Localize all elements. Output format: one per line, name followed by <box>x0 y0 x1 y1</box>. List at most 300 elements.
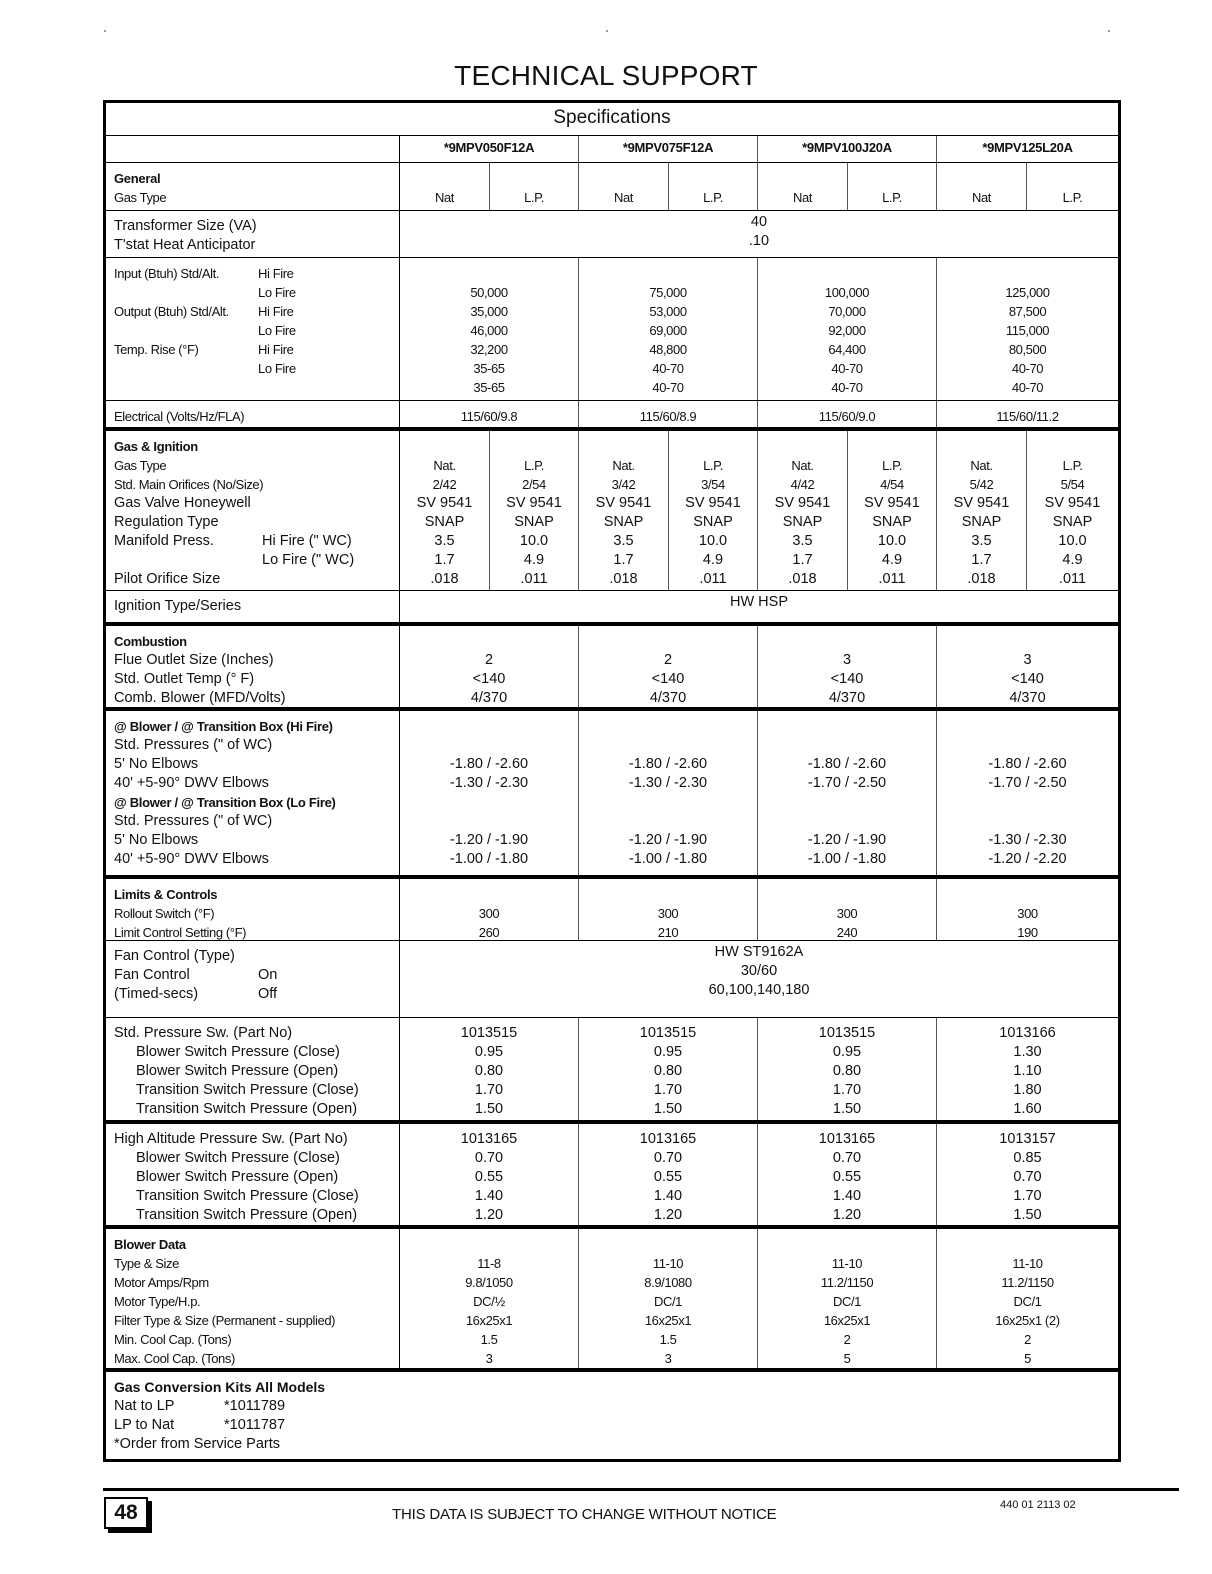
value-cell <box>400 401 579 427</box>
value: 1.80 <box>1013 1082 1042 1098</box>
value: 1.70 <box>832 1082 862 1098</box>
section-label-cell <box>106 401 400 427</box>
value: 40-70 <box>1011 361 1044 376</box>
section-label-cell <box>106 1018 400 1120</box>
value: 40-70 <box>652 380 684 395</box>
value: 125,000 <box>1005 285 1050 300</box>
label-text: Rollout Switch (°F) <box>114 906 215 921</box>
value-cell <box>579 1124 758 1225</box>
value: 87,500 <box>1008 304 1047 319</box>
value: 1.5 <box>480 1332 498 1347</box>
section-electrical <box>106 400 1118 427</box>
value: 4/370 <box>470 690 508 706</box>
value: SV 9541 <box>1044 495 1101 511</box>
section-label-cell <box>106 1124 400 1225</box>
value: 16x25x1 (2) <box>995 1313 1060 1328</box>
section-transformer <box>106 210 1118 257</box>
value: 240 <box>836 925 858 940</box>
value: 0.55 <box>474 1169 504 1185</box>
label-text: Flue Outlet Size (Inches) <box>114 652 274 668</box>
label-line <box>114 1081 399 1100</box>
label-line <box>114 302 399 321</box>
value: L.P. <box>524 190 544 205</box>
section-label-cell <box>106 879 400 940</box>
label-line <box>114 1043 399 1062</box>
model-header: *9MPV050F12A <box>400 136 579 162</box>
value: .011 <box>699 571 727 587</box>
value: 1.20 <box>474 1207 504 1223</box>
value: 0.70 <box>653 1150 683 1166</box>
label-line <box>114 1254 399 1273</box>
value <box>579 885 757 904</box>
label-text: Std. Main Orifices (No/Size) <box>114 477 264 492</box>
label-text: Fan Control (Type) <box>114 948 235 964</box>
label-text: Fan Control <box>114 967 190 983</box>
value <box>579 736 757 755</box>
value: -1.20 / -1.90 <box>807 832 887 848</box>
value: 1.50 <box>474 1101 504 1117</box>
value: 4/370 <box>649 690 687 706</box>
value: 4/370 <box>1009 690 1046 706</box>
value <box>400 793 578 812</box>
value <box>400 264 578 283</box>
header-label-cell <box>106 136 400 162</box>
value: .018 <box>430 571 459 587</box>
value: 115/60/9.0 <box>818 409 876 424</box>
value: 1.7 <box>613 552 634 568</box>
value: 1.50 <box>832 1101 862 1117</box>
value <box>400 169 489 188</box>
value: .018 <box>967 571 996 587</box>
value-cell <box>937 1018 1118 1120</box>
value <box>758 793 936 812</box>
label-text: Limits & Controls <box>114 887 218 902</box>
model-header: *9MPV100J20A <box>758 136 937 162</box>
value: 11-10 <box>652 1256 684 1271</box>
value: 40-70 <box>831 361 863 376</box>
value: DC/1 <box>832 1294 862 1309</box>
value: SNAP <box>693 514 733 530</box>
document-number: 440 01 2113 02 <box>1000 1499 1076 1511</box>
merged-value-cell <box>400 591 1118 622</box>
label-text: 40' +5-90° DWV Elbows <box>114 775 269 791</box>
section-gas-ignition <box>106 427 1118 590</box>
value: SNAP <box>961 514 1002 530</box>
section-label-cell <box>106 163 400 210</box>
value: 3 <box>842 652 852 668</box>
value: Nat <box>434 190 455 205</box>
value: 1013515 <box>460 1025 518 1041</box>
value: .018 <box>788 571 817 587</box>
value <box>937 736 1118 755</box>
value: SNAP <box>782 514 823 530</box>
value: 8.9/1080 <box>644 1275 692 1290</box>
section-label-cell <box>106 431 400 590</box>
value: 10.0 <box>698 533 728 549</box>
value: 1013165 <box>639 1131 697 1147</box>
value-cell <box>758 1018 937 1120</box>
section-label-cell <box>106 1229 400 1368</box>
label-line <box>114 632 399 651</box>
label-text: Min. Cool Cap. (Tons) <box>114 1332 232 1347</box>
value-cell <box>669 163 758 210</box>
label-line <box>114 966 399 985</box>
value: 64,400 <box>828 342 866 357</box>
value: 2 <box>663 652 673 668</box>
value: 16x25x1 <box>465 1313 513 1328</box>
label-sub-text: Hi Fire <box>258 266 294 281</box>
label-text: Gas Type <box>114 458 167 473</box>
value: 1.70 <box>653 1082 683 1098</box>
label-line <box>114 1330 399 1349</box>
label-line <box>114 1292 399 1311</box>
value: 1.20 <box>653 1207 683 1223</box>
value: 40 <box>750 214 768 230</box>
value <box>579 264 757 283</box>
value: 3.5 <box>971 533 992 549</box>
value: 2 <box>843 1332 851 1347</box>
label-text: Blower Switch Pressure (Close) <box>136 1044 340 1060</box>
section-label-cell <box>106 211 400 257</box>
value-cell <box>937 163 1027 210</box>
label-sub-text: *1011789 <box>224 1398 286 1414</box>
section-vent-pressures <box>106 707 1118 875</box>
value <box>400 736 578 755</box>
label-text: Limit Control Setting (°F) <box>114 925 247 940</box>
value: 5 <box>1024 1351 1031 1366</box>
value: L.P. <box>703 190 723 205</box>
value: 300 <box>1017 906 1038 921</box>
label-line <box>114 947 399 966</box>
label-line <box>114 1349 399 1368</box>
section-combustion <box>106 622 1118 707</box>
value: SNAP <box>424 514 465 530</box>
value-cell <box>579 879 758 940</box>
label-line <box>114 670 399 689</box>
label-text: Regulation Type <box>114 514 219 530</box>
value: 1.60 <box>1013 1101 1042 1117</box>
value: 4.9 <box>702 552 724 568</box>
value: 2 <box>484 652 494 668</box>
label-line <box>114 1435 1118 1454</box>
value <box>490 169 578 188</box>
value: 1.40 <box>832 1188 862 1204</box>
value: 1.5 <box>659 1332 677 1347</box>
value: 69,000 <box>649 323 687 338</box>
value-cell <box>400 626 579 707</box>
value: Nat. <box>970 458 993 473</box>
value: SV 9541 <box>953 495 1010 511</box>
value: -1.30 / -2.30 <box>628 775 708 791</box>
section-label-cell <box>106 258 400 400</box>
label-text: Output (Btuh) Std/Alt. <box>114 304 229 319</box>
label-line <box>114 651 399 670</box>
value-cell <box>400 163 490 210</box>
value-cell <box>400 1229 579 1368</box>
label-text: Blower Data <box>114 1237 186 1252</box>
value-cell <box>758 163 848 210</box>
value: SNAP <box>603 514 644 530</box>
label-line <box>114 736 399 755</box>
value: 210 <box>657 925 679 940</box>
value: 0.80 <box>474 1063 504 1079</box>
value <box>490 437 578 456</box>
label-line <box>114 169 399 188</box>
value: 60,100,140,180 <box>708 982 810 998</box>
label-sub-text: Lo Fire (" WC) <box>262 552 355 568</box>
value: L.P. <box>882 458 902 473</box>
value <box>937 169 1026 188</box>
label-text: T'stat Heat Anticipator <box>114 237 256 253</box>
value: 4/54 <box>880 477 904 492</box>
value: 5/54 <box>1060 477 1085 492</box>
label-line <box>114 985 399 1004</box>
label-line <box>114 1416 1118 1435</box>
label-line <box>114 475 399 494</box>
label-line <box>114 689 399 708</box>
label-line <box>114 1273 399 1292</box>
label-line <box>114 774 399 793</box>
value: 1.7 <box>971 552 992 568</box>
value: 300 <box>836 906 858 921</box>
value: 3.5 <box>792 533 813 549</box>
model-header: *9MPV075F12A <box>579 136 758 162</box>
label-text: General <box>114 171 161 186</box>
value: 0.85 <box>1013 1150 1042 1166</box>
value: 1013165 <box>460 1131 518 1147</box>
label-sub-text: Lo Fire <box>258 361 296 376</box>
value: .018 <box>609 571 638 587</box>
label-text: @ Blower / @ Transition Box (Lo Fire) <box>114 795 336 810</box>
value: 53,000 <box>649 304 687 319</box>
value: SV 9541 <box>685 495 741 511</box>
label-line <box>114 812 399 831</box>
label-line <box>114 340 399 359</box>
label-text: 40' +5-90° DWV Elbows <box>114 851 269 867</box>
value: 75,000 <box>649 285 687 300</box>
value-cell <box>758 711 937 875</box>
value: 2/42 <box>432 477 457 492</box>
value: 0.80 <box>832 1063 862 1079</box>
value: 11-10 <box>831 1256 863 1271</box>
value <box>579 169 668 188</box>
value <box>758 632 936 651</box>
value-cell <box>937 431 1027 590</box>
value-cell <box>579 431 669 590</box>
value: 16x25x1 <box>644 1313 692 1328</box>
value: 32,200 <box>470 342 508 357</box>
value <box>1027 169 1118 188</box>
value-cell <box>937 258 1118 400</box>
value: <140 <box>472 671 506 687</box>
label-line <box>114 188 399 207</box>
value-cell <box>937 626 1118 707</box>
specifications-table <box>103 100 1121 1462</box>
value-cell <box>579 258 758 400</box>
value-cell <box>937 1229 1118 1368</box>
value <box>758 264 936 283</box>
section-general <box>106 162 1118 210</box>
label-line <box>114 283 399 302</box>
value: 4/42 <box>790 477 815 492</box>
label-line <box>114 532 399 551</box>
value: 4.9 <box>1062 552 1083 568</box>
section-std-pressure-switch <box>106 1017 1118 1120</box>
value: DC/1 <box>653 1294 683 1309</box>
value: 1.7 <box>434 552 455 568</box>
label-line <box>114 904 399 923</box>
label-sub-text: *1011787 <box>224 1417 286 1433</box>
section-input-output <box>106 257 1118 400</box>
label-line <box>114 1149 399 1168</box>
value: 115/60/8.9 <box>639 409 697 424</box>
label-text: LP to Nat <box>114 1417 175 1433</box>
value: HW ST9162A <box>714 944 804 960</box>
value: .10 <box>748 233 770 249</box>
label-text: Transition Switch Pressure (Open) <box>136 1101 358 1117</box>
value: 3 <box>485 1351 493 1366</box>
label-line <box>114 551 399 570</box>
change-notice: THIS DATA IS SUBJECT TO CHANGE WITHOUT NOTICE <box>392 1506 777 1523</box>
value <box>400 632 578 651</box>
label-text: Blower Switch Pressure (Open) <box>136 1169 339 1185</box>
label-text: @ Blower / @ Transition Box (Hi Fire) <box>114 719 333 734</box>
value: 46,000 <box>470 323 508 338</box>
value: 1013165 <box>818 1131 876 1147</box>
value <box>848 437 936 456</box>
value-cell <box>400 711 579 875</box>
label-line <box>114 755 399 774</box>
value: -1.80 / -2.60 <box>628 756 708 772</box>
section-label-cell <box>106 591 400 622</box>
value: 300 <box>657 906 679 921</box>
value: SV 9541 <box>864 495 920 511</box>
label-line <box>114 1397 1118 1416</box>
value <box>937 1235 1118 1254</box>
value: 40-70 <box>831 380 863 395</box>
value-cell <box>758 879 937 940</box>
value: Nat <box>971 190 992 205</box>
value: -1.00 / -1.80 <box>449 851 529 867</box>
label-text: Gas Conversion Kits All Models <box>114 1379 326 1395</box>
value: 10.0 <box>1058 533 1087 549</box>
value <box>937 885 1118 904</box>
label-text: Blower Switch Pressure (Open) <box>136 1063 339 1079</box>
label-line <box>114 850 399 869</box>
label-text: Input (Btuh) Std/Alt. <box>114 266 220 281</box>
value: 1013515 <box>818 1025 876 1041</box>
label-text: Combustion <box>114 634 187 649</box>
value: 9.8/1050 <box>465 1275 513 1290</box>
value: 35,000 <box>470 304 508 319</box>
value: 1.10 <box>1013 1063 1042 1079</box>
value: -1.70 / -2.50 <box>807 775 887 791</box>
value: <140 <box>830 671 864 687</box>
value: SNAP <box>872 514 912 530</box>
value: SV 9541 <box>774 495 831 511</box>
label-line <box>114 1378 1118 1397</box>
value: DC/½ <box>473 1294 505 1309</box>
print-mark <box>606 30 608 32</box>
value: Nat. <box>791 458 814 473</box>
value: 1013157 <box>999 1131 1056 1147</box>
label-sub-text: Hi Fire (" WC) <box>262 533 352 549</box>
value: 40-70 <box>652 361 684 376</box>
value: 0.80 <box>653 1063 683 1079</box>
label-text: Type & Size <box>114 1256 179 1271</box>
label-text: Transition Switch Pressure (Close) <box>136 1082 359 1098</box>
label-text: Std. Pressure Sw. (Part No) <box>114 1025 293 1041</box>
section-label-cell <box>106 626 400 707</box>
value <box>579 812 757 831</box>
value: -1.00 / -1.80 <box>807 851 887 867</box>
value: 0.95 <box>474 1044 504 1060</box>
label-text: High Altitude Pressure Sw. (Part No) <box>114 1131 348 1147</box>
label-text: Comb. Blower (MFD/Volts) <box>114 690 286 706</box>
label-line <box>114 885 399 904</box>
value <box>937 632 1118 651</box>
value <box>937 264 1118 283</box>
label-text: Ignition Type/Series <box>114 598 242 614</box>
value-cell <box>937 401 1118 427</box>
value: 5/42 <box>969 477 994 492</box>
section-label-cell <box>106 711 400 875</box>
value: .011 <box>1058 571 1087 587</box>
value: -1.00 / -1.80 <box>628 851 708 867</box>
value: -1.30 / -2.30 <box>449 775 529 791</box>
value-cell <box>937 1124 1118 1225</box>
value-cell <box>579 1018 758 1120</box>
value-cell <box>400 1018 579 1120</box>
value: <140 <box>1011 671 1044 687</box>
label-text: Temp. Rise (°F) <box>114 342 199 357</box>
value: -1.70 / -2.50 <box>988 775 1067 791</box>
value: 0.55 <box>653 1169 683 1185</box>
value: 30/60 <box>740 963 778 979</box>
value: 2 <box>1024 1332 1031 1347</box>
value: SNAP <box>1052 514 1093 530</box>
value: 0.70 <box>1013 1169 1042 1185</box>
value <box>579 717 757 736</box>
value: 3 <box>664 1351 672 1366</box>
value-cell <box>400 431 490 590</box>
section-fan-control <box>106 940 1118 1017</box>
value-cell <box>579 163 669 210</box>
value: Nat. <box>612 458 635 473</box>
label-line <box>114 359 399 378</box>
value-cell <box>579 401 758 427</box>
value: 3/42 <box>611 477 636 492</box>
value: 10.0 <box>519 533 549 549</box>
value-cell <box>758 258 937 400</box>
value: L.P. <box>703 458 723 473</box>
label-text: Manifold Press. <box>114 533 214 549</box>
label-text: Gas Valve Honeywell <box>114 495 251 511</box>
value: 5 <box>843 1351 851 1366</box>
value: 260 <box>478 925 500 940</box>
label-line <box>114 321 399 340</box>
value: 115/60/11.2 <box>996 409 1059 424</box>
value: 50,000 <box>470 285 508 300</box>
value-cell <box>400 258 579 400</box>
value: 35-65 <box>473 361 505 376</box>
value: 70,000 <box>828 304 866 319</box>
value: 3 <box>1023 652 1032 668</box>
value: 1.20 <box>832 1207 862 1223</box>
label-line <box>114 1168 399 1187</box>
label-line <box>114 831 399 850</box>
value: DC/1 <box>1013 1294 1042 1309</box>
